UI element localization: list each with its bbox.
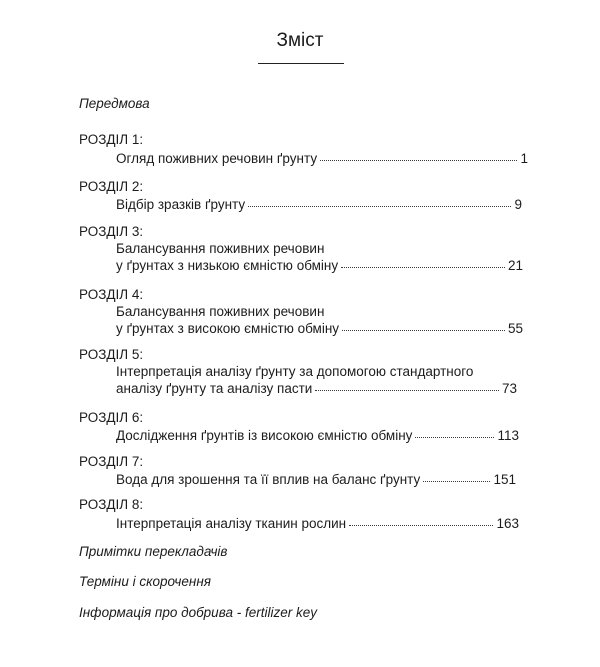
toc-entry-chapter-5[interactable] — [116, 381, 517, 396]
dot-leader — [341, 267, 505, 268]
toc-entry-chapter-4[interactable] — [116, 321, 523, 336]
toc-entry-chapter-8[interactable] — [116, 516, 519, 531]
chapter-4-heading: РОЗДІЛ 4: — [79, 287, 144, 302]
dot-leader — [315, 390, 499, 391]
chapter-1-heading: РОЗДІЛ 1: — [79, 132, 144, 147]
title-underline — [258, 63, 344, 64]
chapter-7-title: Вода для зрошення та її вплив на баланс ґрунту — [116, 472, 421, 487]
toc-terms-abbreviations[interactable]: Терміни і скорочення — [79, 574, 211, 589]
chapter-3-heading: РОЗДІЛ 3: — [79, 224, 144, 239]
chapter-6-title: Дослідження ґрунтів із високою ємністю обміну — [116, 428, 413, 443]
chapter-5-heading: РОЗДІЛ 5: — [79, 347, 144, 362]
chapter-5-page: 73 — [501, 381, 517, 396]
chapter-2-title: Відбір зразків ґрунту — [116, 197, 246, 212]
toc-entry-chapter-7[interactable] — [116, 472, 516, 487]
toc-entry-chapter-3[interactable] — [116, 258, 523, 273]
chapter-6-page: 113 — [497, 428, 519, 443]
toc-entry-chapter-2[interactable] — [116, 197, 522, 212]
dot-leader — [342, 330, 505, 331]
chapter-3-title-line-2: у ґрунтах з низькою ємністю обміну — [116, 258, 339, 273]
page-title: Зміст — [276, 30, 324, 51]
toc-translators-notes[interactable]: Примітки перекладачів — [79, 544, 228, 559]
chapter-7-page: 151 — [493, 472, 516, 487]
toc-preface[interactable]: Передмова — [79, 96, 150, 111]
chapter-1-title: Огляд поживних речовин ґрунту — [116, 151, 318, 166]
chapter-3-title-line-1: Балансування поживних речовин — [116, 241, 325, 256]
dot-leader — [423, 481, 490, 482]
chapter-8-page: 163 — [496, 516, 519, 531]
chapter-5-title-line-2: аналізу ґрунту та аналізу пасти — [116, 381, 313, 396]
dot-leader — [415, 437, 494, 438]
chapter-2-heading: РОЗДІЛ 2: — [79, 179, 144, 194]
dot-leader — [248, 206, 511, 207]
chapter-7-heading: РОЗДІЛ 7: — [79, 454, 144, 469]
chapter-1-page: 1 — [520, 151, 528, 166]
chapter-5-title-line-1: Інтерпретація аналізу ґрунту за допомогою стандартного — [116, 364, 474, 379]
dot-leader — [320, 160, 517, 161]
toc-fertilizer-info[interactable]: Інформація про добрива - fertilizer key — [79, 605, 317, 620]
chapter-8-heading: РОЗДІЛ 8: — [79, 497, 144, 512]
dot-leader — [349, 525, 493, 526]
chapter-6-heading: РОЗДІЛ 6: — [79, 410, 144, 425]
chapter-3-page: 21 — [507, 258, 523, 273]
chapter-8-title: Інтерпретація аналізу тканин рослин — [116, 516, 347, 531]
chapter-4-page: 55 — [507, 321, 523, 336]
toc-entry-chapter-6[interactable] — [116, 428, 519, 443]
chapter-4-title-line-2: у ґрунтах з високою ємністю обміну — [116, 321, 340, 336]
toc-entry-chapter-1[interactable] — [116, 151, 528, 166]
chapter-4-title-line-1: Балансування поживних речовин — [116, 304, 325, 319]
chapter-2-page: 9 — [514, 197, 522, 212]
